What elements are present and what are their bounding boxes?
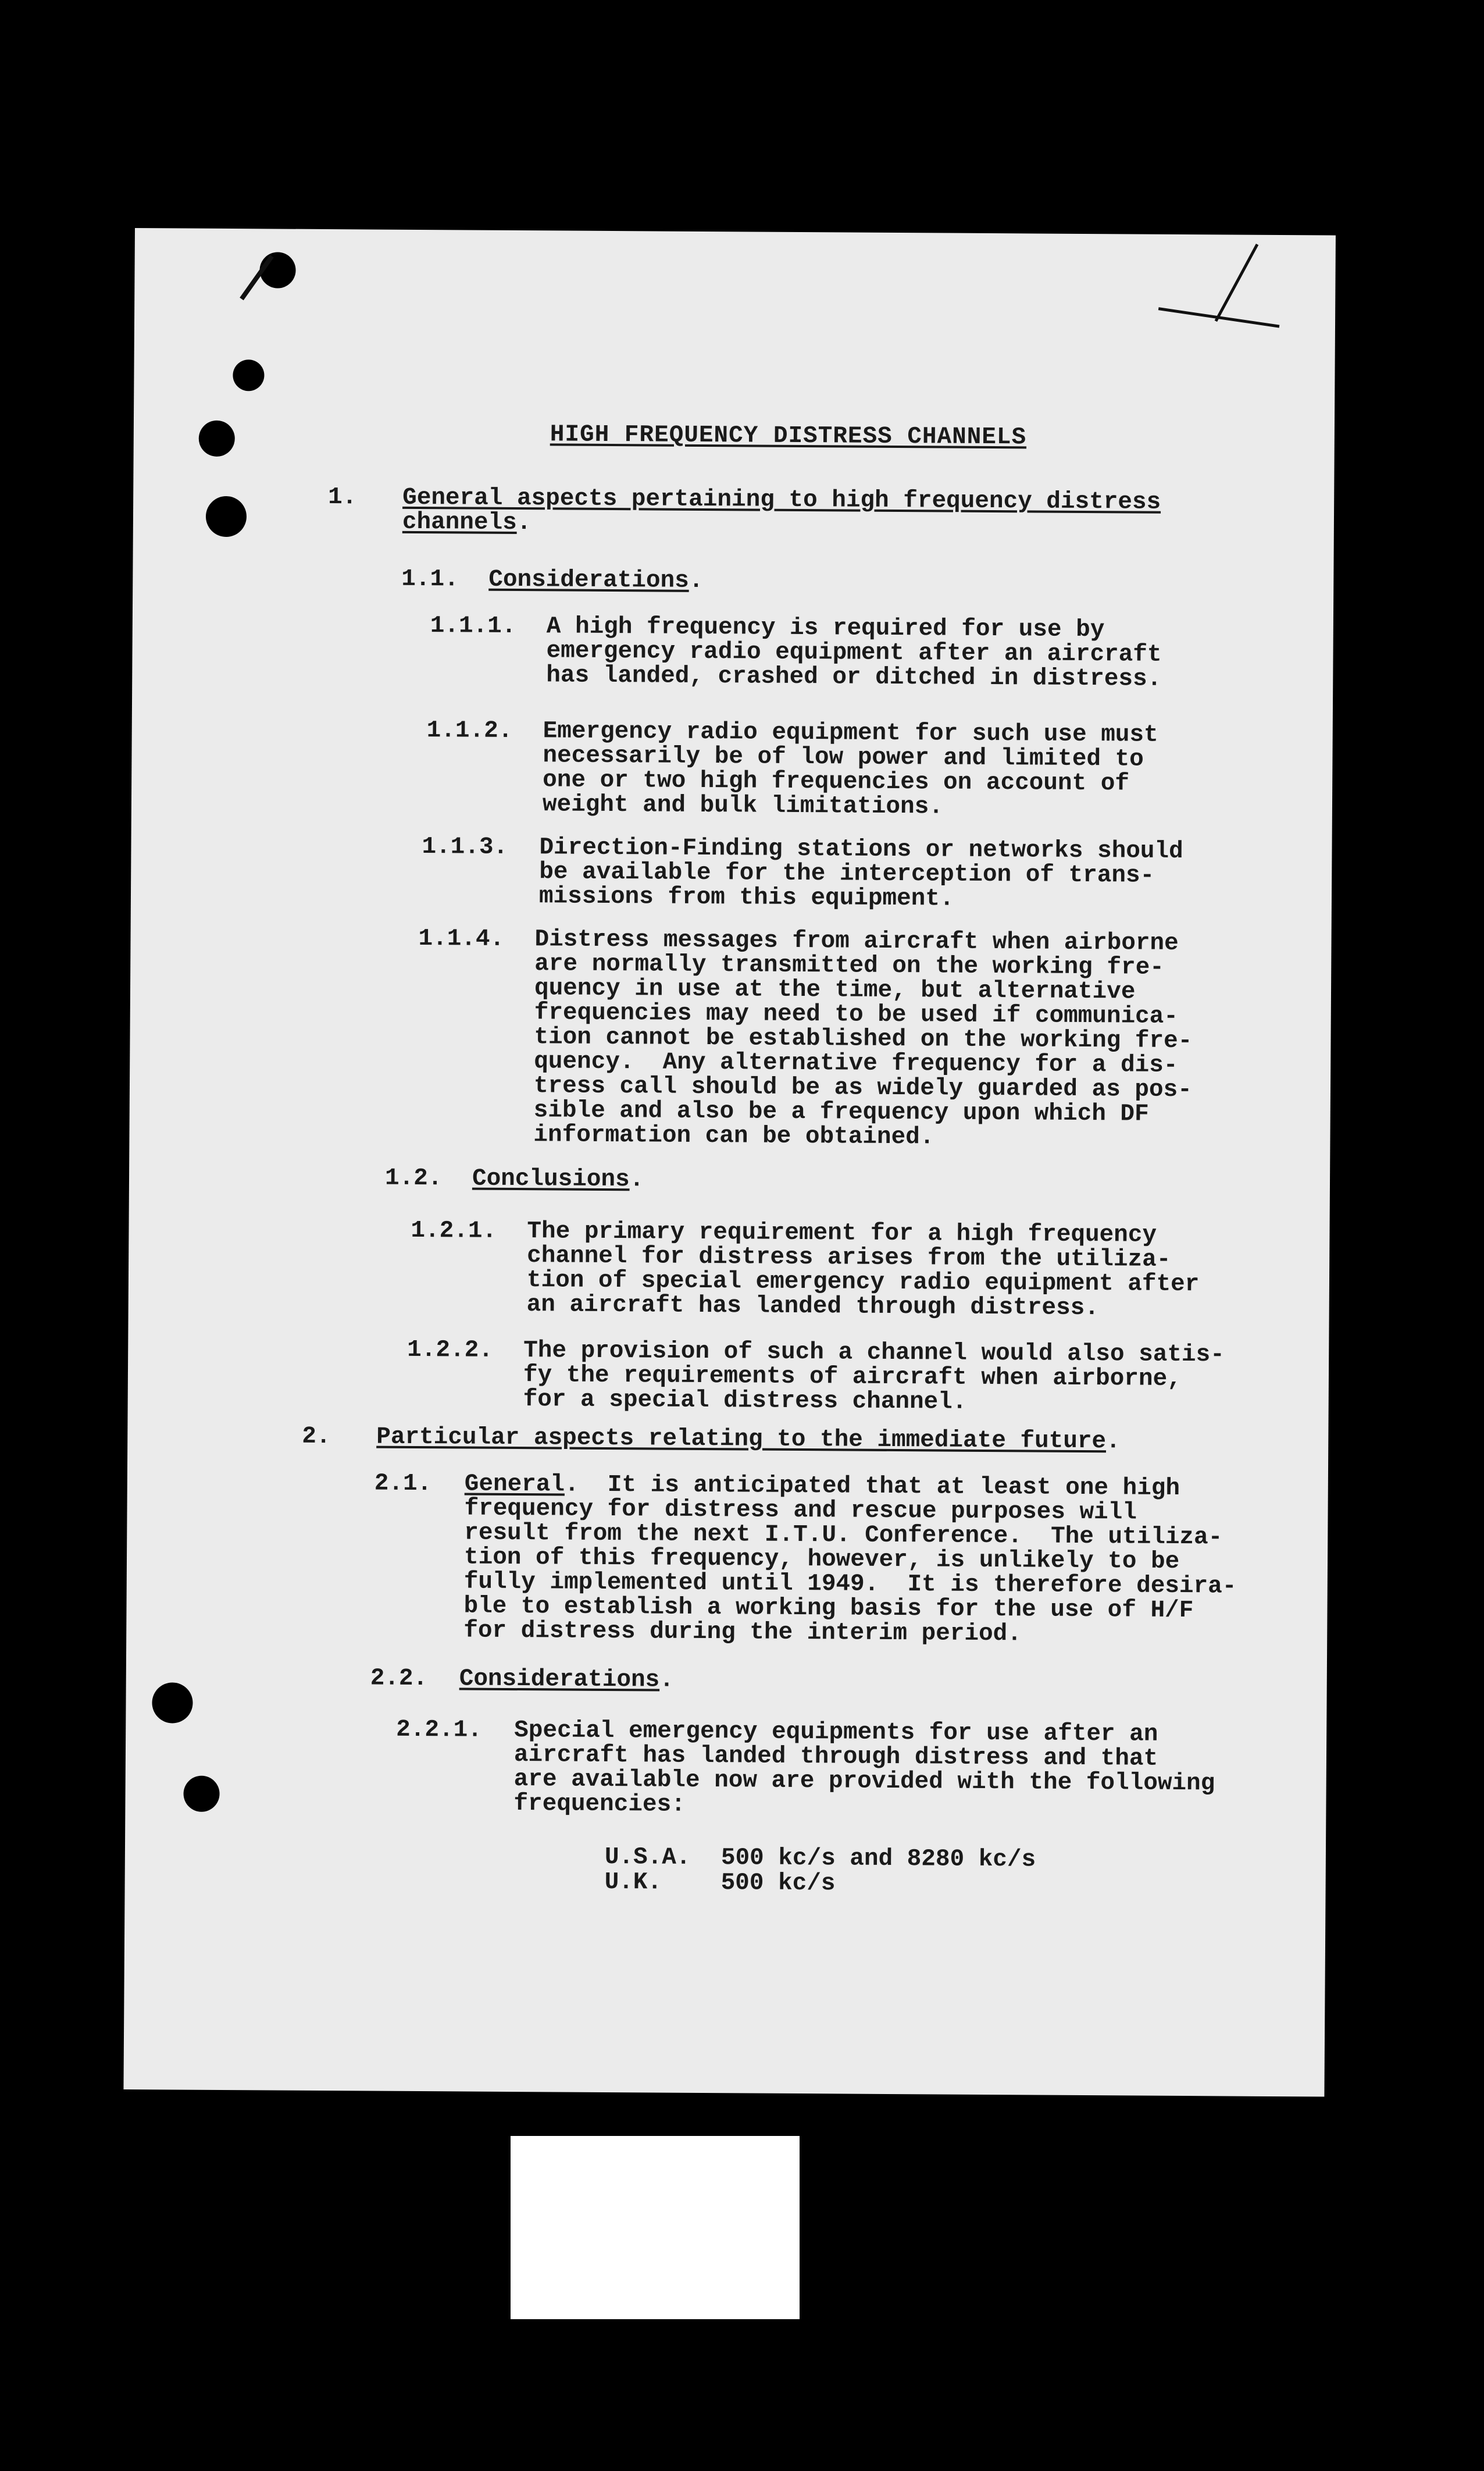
paragraph-number: 1.1.3. (422, 834, 508, 861)
subsection-heading-text: Conclusions (472, 1165, 630, 1194)
subsection-heading-text: Considerations (488, 566, 689, 594)
section-number: 2. (302, 1423, 331, 1451)
section-heading (376, 1425, 1121, 1454)
document-title: HIGH FREQUENCY DISTRESS CHANNELS (550, 421, 1027, 451)
paragraph-heading: General (464, 1471, 565, 1498)
paragraph-text: A high frequency is required for use by emergency radio equipment after an aircraft has landed, crashed or ditched in distress. (546, 613, 1162, 693)
paragraph-number: 1.1.1. (430, 613, 516, 640)
paragraph-text: The provision of such a channel would also satis- fy the requirements of aircraft when airborne, for a special distress channel. (523, 1337, 1225, 1416)
section-number: 1. (328, 484, 357, 511)
frequency-country: U.S.A. (604, 1843, 691, 1871)
section-heading-text: Particular aspects relating to the immediate future (376, 1423, 1107, 1455)
heading-period: . (516, 510, 531, 537)
paragraph-number: 1.1.2. (426, 717, 513, 745)
subsection-heading (488, 568, 703, 593)
subsection-number: 2.2. (370, 1665, 428, 1693)
heading-period: . (629, 1166, 644, 1194)
paragraph-number: 1.2.1. (411, 1217, 497, 1245)
subsection-number: 1.1. (401, 565, 459, 593)
paragraph-first-line-text: . It is anticipated that at least one high (564, 1471, 1180, 1502)
heading-period: . (689, 567, 704, 594)
paragraph-text: frequency for distress and rescue purposes will result from the next I.T.U. Conference. The utiliza- tion of this frequency, however, is unlikely to be fully implemented until 1949. It is therefore desira- ble to establish a working basis for the use of H/F for distress during the interim period. (463, 1495, 1237, 1648)
frequency-value: 500 kc/s (720, 1870, 836, 1897)
paragraph-number: 1.1.4. (418, 925, 505, 953)
paragraph-text: Direction-Finding stations or networks should be available for the interception of trans- missions from this equipment. (538, 834, 1183, 913)
heading-period: . (1105, 1428, 1121, 1455)
paragraph-text: Distress messages from aircraft when airborne are normally transmitted on the working fre- quency in use at the time, but alternative frequencies may need to be used if communica- tion cannot be established on the working fre- quency. Any alternative frequency for a dis- tress call should be as widely guarded as pos- sible and also be a frequency upon which DF information can be obtained. (533, 926, 1193, 1151)
paragraph-number: 1.2.2. (407, 1336, 493, 1364)
subsection-heading (472, 1167, 644, 1192)
paragraph-text: Emergency radio equipment for such use must necessarily be of low power and limited to one or two high frequencies on account of weight and bulk limitations. (542, 718, 1158, 821)
section-heading (402, 486, 1228, 540)
frequency-value: 500 kc/s and 8280 kc/s (720, 1845, 1036, 1874)
subsection-heading (459, 1667, 674, 1692)
subsection-number: 1.2. (384, 1165, 443, 1192)
subsection-number: 2.1. (374, 1470, 432, 1498)
paragraph-text: The primary requirement for a high frequency channel for distress arises from the utiliza- tion of special emergency radio equipment after an aircraft has landed through distress. (526, 1218, 1200, 1322)
heading-period: . (659, 1667, 674, 1694)
document-page (123, 228, 1336, 2097)
blank-label-card (511, 2136, 800, 2319)
paragraph-text: Special emergency equipments for use after an aircraft has landed through distress and that are available now are provided with the following frequencies: (513, 1717, 1215, 1818)
subsection-heading-text: Considerations (459, 1665, 660, 1694)
section-heading-text: General aspects pertaining to high frequency distress channels (402, 484, 1161, 537)
paragraph-number: 2.2.1. (396, 1716, 482, 1744)
frequency-country: U.K. (604, 1868, 662, 1896)
document-body (123, 228, 1336, 2097)
